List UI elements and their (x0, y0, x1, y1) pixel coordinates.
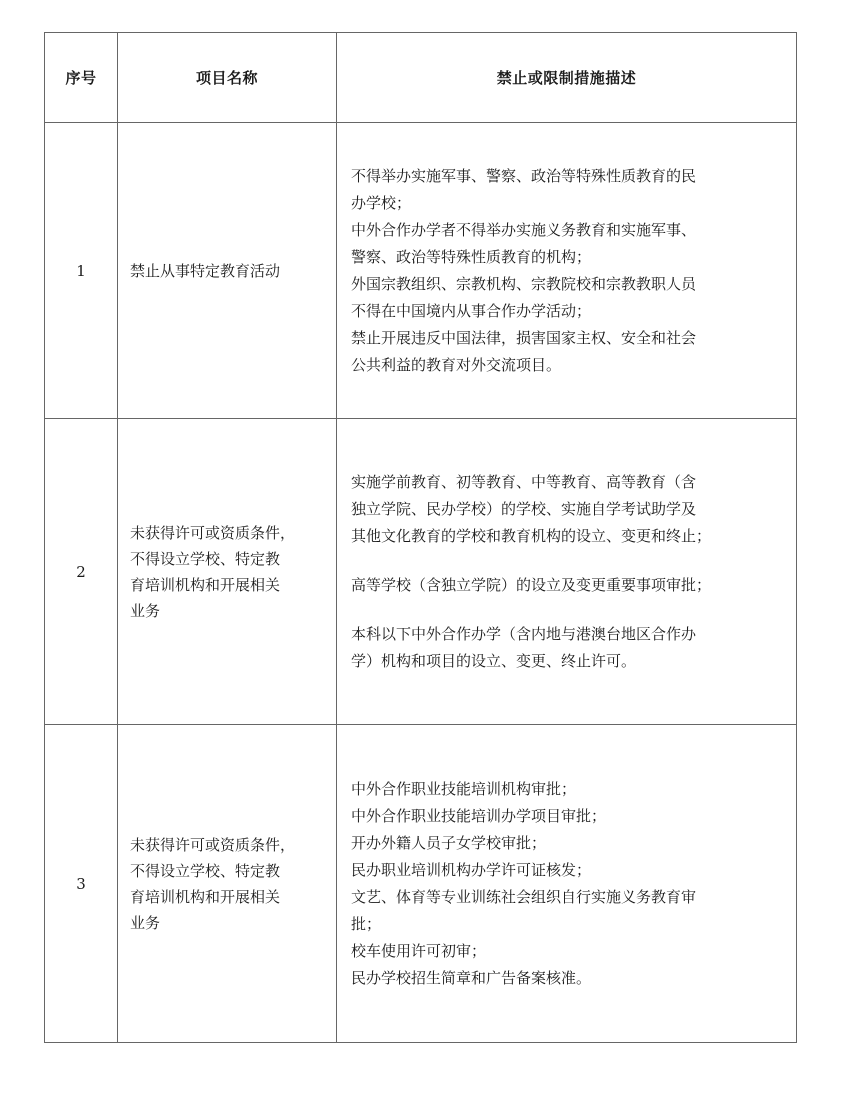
item-name: 禁止从事特定教育活动 (118, 123, 337, 419)
description-line: 开办外籍人员子女学校审批； (351, 833, 547, 852)
description-line: 禁止开展违反中国法律，损害国家主权、安全和社会 (351, 328, 697, 347)
item-name-line: 业务 (130, 913, 161, 932)
header-item-name: 项目名称 (118, 33, 337, 123)
item-name-line: 未获得许可或资质条件， (130, 523, 296, 542)
row-number: 1 (45, 123, 118, 419)
description-line: 文艺、体育等专业训练社会组织自行实施义务教育审 (351, 887, 697, 906)
item-name-line: 育培训机构和开展相关 (130, 575, 281, 594)
description-line: 校车使用许可初审； (351, 941, 487, 960)
description-line: 独立学院、民办学校）的学校、实施自学考试助学及 (351, 499, 697, 518)
header-serial-number: 序号 (45, 33, 118, 123)
description-line: 中外合作办学者不得举办实施义务教育和实施军事、 (351, 220, 697, 239)
item-name-line: 未获得许可或资质条件， (130, 835, 296, 854)
description-line: 中外合作职业技能培训机构审批； (351, 779, 577, 798)
description-line: 民办学校招生简章和广告备案核准。 (351, 968, 592, 987)
table-row (45, 725, 797, 1043)
item-name (118, 725, 337, 1043)
description-line: 批； (351, 914, 382, 933)
description-line: 警察、政治等特殊性质教育的机构； (351, 247, 592, 266)
table-row (45, 123, 797, 419)
table-row (45, 419, 797, 725)
description-line: 外国宗教组织、宗教机构、宗教院校和宗教教职人员 (351, 274, 697, 293)
measure-description (337, 725, 797, 1043)
description-line: 实施学前教育、初等教育、中等教育、高等教育（含 (351, 472, 697, 491)
description-line: 学）机构和项目的设立、变更、终止许可。 (351, 651, 637, 670)
restrictions-table (44, 32, 797, 1043)
item-name-line: 不得设立学校、特定教 (130, 861, 281, 880)
paragraph-gap (351, 599, 786, 621)
description-line: 高等学校（含独立学院）的设立及变更重要事项审批； (351, 575, 712, 594)
item-name-line: 不得设立学校、特定教 (130, 549, 281, 568)
description-line: 民办职业培训机构办学许可证核发； (351, 860, 592, 879)
description-line: 其他文化教育的学校和教育机构的设立、变更和终止； (351, 526, 712, 545)
description-line: 公共利益的教育对外交流项目。 (351, 355, 562, 374)
table-header-row (45, 33, 797, 123)
description-line: 中外合作职业技能培训办学项目审批； (351, 806, 607, 825)
description-line: 办学校； (351, 193, 412, 212)
measure-description (337, 419, 797, 725)
paragraph-gap (351, 550, 786, 572)
description-line: 不得举办实施军事、警察、政治等特殊性质教育的民 (351, 166, 697, 185)
row-number: 3 (45, 725, 118, 1043)
row-number: 2 (45, 419, 118, 725)
measure-description (337, 123, 797, 419)
description-line: 本科以下中外合作办学（含内地与港澳台地区合作办 (351, 624, 697, 643)
description-line: 不得在中国境内从事合作办学活动； (351, 301, 592, 320)
header-measure-description: 禁止或限制措施描述 (337, 33, 797, 123)
item-name-line: 育培训机构和开展相关 (130, 887, 281, 906)
item-name (118, 419, 337, 725)
item-name-line: 业务 (130, 601, 161, 620)
